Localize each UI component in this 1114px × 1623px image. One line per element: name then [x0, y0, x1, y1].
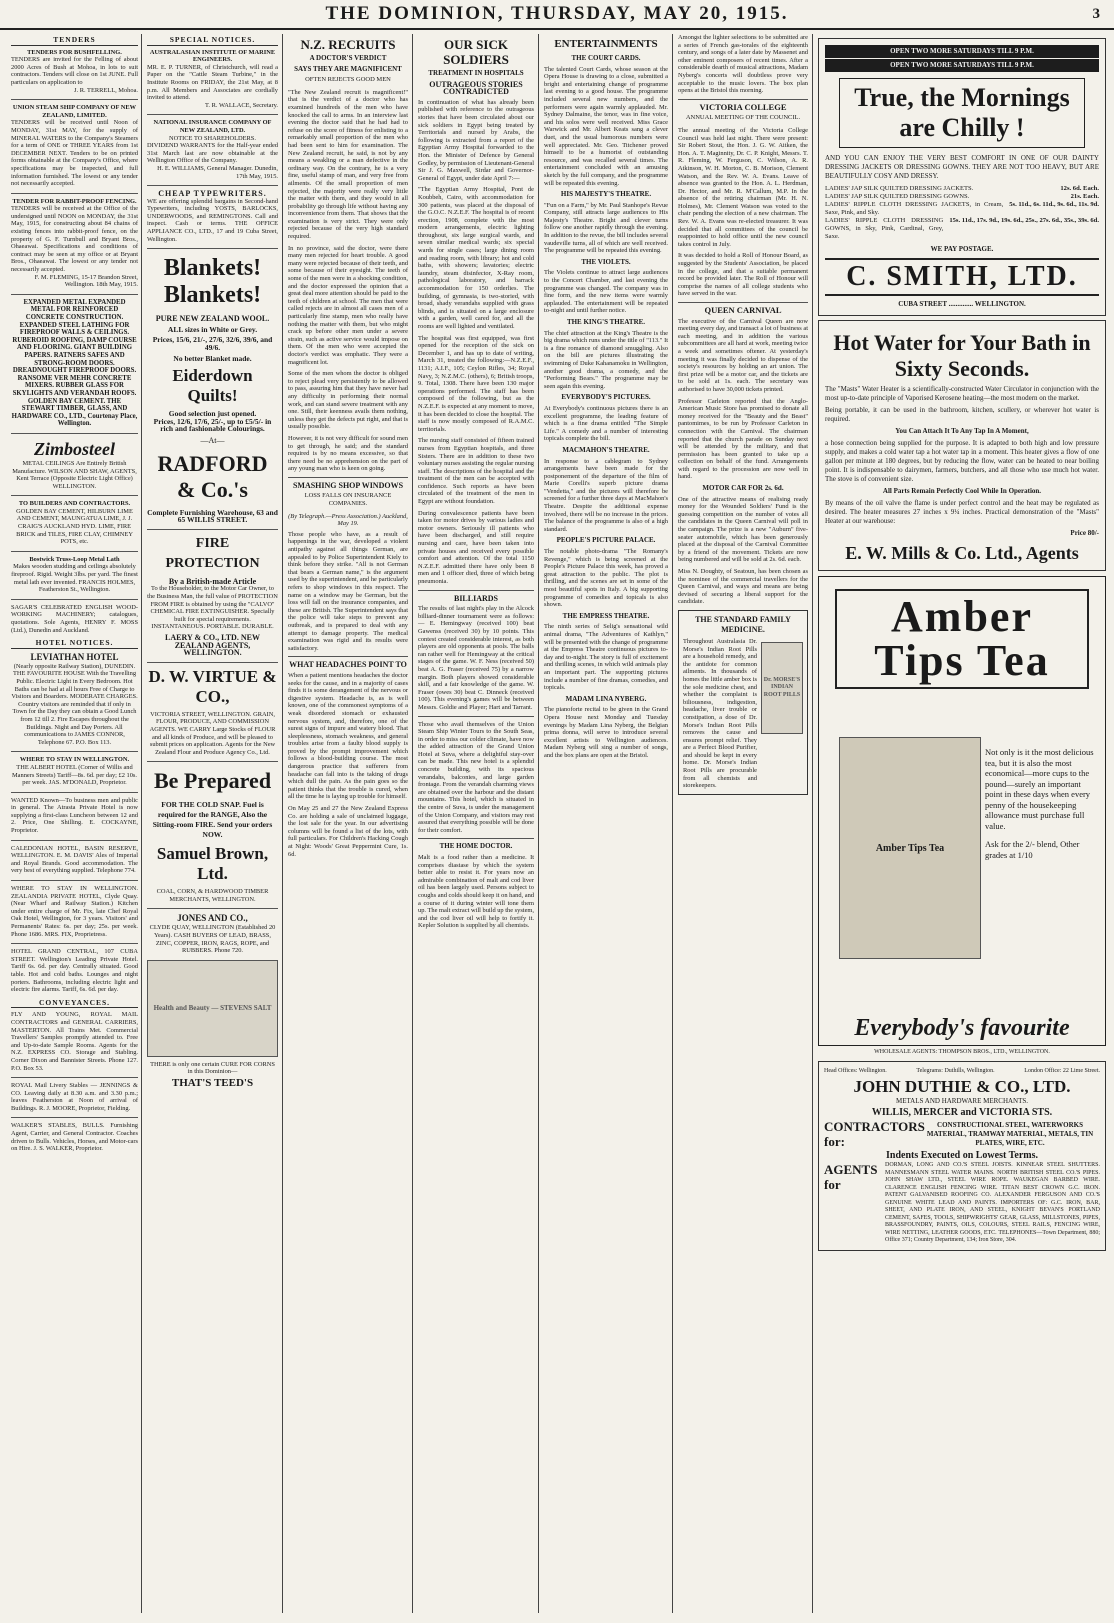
conveyance-notice: FLY AND YOUNG, ROYAL MAIL CONTRACTORS and GENERAL CARRIERS, MASTERTON. All Trains Met. Commercial Travellers' Samples promptly attended to. Free and Up-to-date Sample Rooms. Agents for the N.Z. EXPRESS CO. Storage and Stabling. Corner Dixon and Bannister Streets. Phone 127. P.O. Box 53.: [11, 1011, 138, 1072]
ad-headline: D. W. VIRTUE & CO.,: [148, 666, 277, 706]
article-subheadline: ANNUAL MEETING OF THE COUNCIL.: [685, 114, 801, 122]
article-subheadline: OUTRAGEOUS STORIES CONTRADICTED: [429, 79, 523, 97]
teeds-ad: [147, 1061, 278, 1090]
ad-prices: Prices, 15/6, 21/-, 27/6, 32/6, 39/6, and 49/6.: [152, 335, 273, 353]
metal-lath-ad: [11, 556, 138, 594]
column-nz-recruits: [285, 34, 411, 1613]
morse-pills-ad: [678, 610, 808, 795]
ad-headline: JOHN DUTHIE & CO., LTD.: [853, 1077, 1071, 1096]
notice-title: AUSTRALASIAN INSTITUTE OF MARINE ENGINEERS.: [149, 48, 276, 64]
article-paragraph: The pianoforte recital to be given in the Grand Opera House next Monday and Tuesday evenings by Madam Lina Nyberg, the Belgian prima donna, will serve to introduce several excellent artists to Wellington audiences. Madam Nyberg will sing a number of songs, and the box plans are open at the Bristol.: [544, 706, 668, 759]
article-paragraph: During convalescence patients have been taken for motor drives by various ladies and motor owners. Seriously ill patients who have been discharged, and still require nursing and care, have been taken into private houses and received every possible comfort and attention. Of the total 1150 N.Z.E.F. admitted there have only been 8 men and 1 officer died, three of which being pneumonia.: [418, 509, 534, 585]
ad-price: Price 80/-: [1070, 529, 1099, 537]
item-price: 21s. Each.: [1070, 193, 1099, 200]
divider: [418, 838, 534, 839]
newspaper-title: THE DOMINION, THURSDAY, MAY 20, 1915.: [325, 3, 789, 24]
article-paragraph: Professor Carleton reported that the Anglo-American Music Store has promised to donate all money received for the "Beauty and the Beast" pantomimes, to be run by Professor Carleton in connection with the Carnival. The chairman reported that the church parade on Sunday next will be attended by the military, and that permission has been granted to take up a collection on behalf of the fund. Arrangements with regard to the procession are now well in hand.: [678, 397, 808, 481]
ad-line: You Can Attach It To Any Tap In A Moment,: [895, 427, 1029, 435]
article-subheadline: OFTEN REJECTS GOOD MEN: [305, 76, 391, 84]
hotel-name: LEVIATHAN HOTEL: [30, 651, 119, 662]
water-heater-ad: [818, 320, 1106, 571]
notice-body: MR. E. P. TURNER, of Christchurch, will read a Paper on the "Cattle Steam Turbine," in the Institute Rooms on FRIDAY, the 21st May, at 8 p.m. All Members and Associates are cordially invited to attend.: [147, 63, 278, 102]
article-paragraph: Those who avail themselves of the Union Steam Ship Winter Tours to the South Seas, in order to miss our colder climate, have now the added attraction of the Grand Union Hotel at Suva, where a delightful stay-over can be made. This new hotel is a splendid concrete building, with its spacious verandahs, balconies, and large garden frontage. From the verandah charming views are obtained over the harbour and the distant mountains. This hotel, which is situated in the centre of Suva, is under the management of the Union Company, and visitors may rest assured that everything possible will be done for their comfort.: [418, 720, 534, 834]
column-rule: [672, 34, 673, 1613]
article-headline: MADAM LINA NYBERG.: [565, 694, 647, 703]
divider: [11, 193, 138, 194]
smith-ad: [818, 38, 1106, 316]
machinery-ad: SAGAR'S CELEBRATED ENGLISH WOOD-WORKING MACHINERY; catalogues, quotations. Sole Agents, HENRY F. MOSS (Ltd.), Dunedin and Auckland.: [11, 603, 138, 634]
article-paragraph: In no province, said the doctor, were there many men rejected for heart trouble. A good many were rejected because of their teeth, and some because of their eyesight. The teeth of some of the men were in a shocking condition, and the doctor expressed the opinion that a great deal more attention should be paid to the teeth of children at school. The men that were called rejects are in almost all cases men of a particularly fine stamp, men who really have nothing the matter with them, but who might crack up before other men under a severe strain, such as active service would impose on them. Of the men who were accepted the doctor's verdict was emphatic. They were a magnificent lot.: [288, 244, 408, 366]
article-paragraph: "The Egyptian Army Hospital, Pont de Koubbeh, Cairo, with accommodation for 300 patients, was placed at the disposal of the G.O.C. N.Z.E.F. The hospital is of recent erection, 1908, complete with the most modern arrangements, electric lighting throughout, six large surgical wards, and seven similar medical wards; six special wards for single cases; large dining room and reading room, with library; hot and cold baths, with showers; lavatories; electric laundry, steam disinfector, X-Ray room, pathological laboratory, and barrack accommodation for 150 orderlies. The building, of gymnasia, is two-storied, with broad, shady verandahs supplied with grass blinds, and is situated on a large enclosure with a garden, well cared for, and all the rooms are well lighted and ventilated.: [418, 186, 534, 330]
ad-headline: Be Prepared: [153, 768, 272, 794]
article-headline: THE VIOLETS.: [581, 257, 631, 266]
ad-body: AND YOU CAN ENJOY THE VERY BEST COMFORT IN ONE OF OUR DAINTY DRESSING JACKETS OR DRESSING GOWNS. THEY ARE NOT TOO HEAVY, BUT ARE BEAUTIFULLY COSY AND DRESSY.: [825, 154, 1099, 180]
ad-headline: FIRE PROTECTION: [165, 535, 260, 571]
ad-body: GOLDEN BAY CEMENT, HILBURN LIME AND CEMENT, MAUNGATUA LIME, J. J. CRAIG'S AUCKLAND HYD. LIME, FIRE BRICK and TILES, FIRE CLAY, CHIMNEY POTS, etc.: [16, 507, 133, 546]
section-heading-tenders: TENDERS: [11, 36, 138, 46]
dressing-items-list: [825, 185, 1099, 241]
notice-body: DIVIDEND WARRANTS for the Half-year ended 31st March last are now obtainable at the Wellington Office of the Company.: [147, 142, 278, 165]
article-paragraph: At Everybody's continuous pictures there is an excellent programme, the leading feature of which is a fine drama entitled "The Simple Life." A comedy and a number of interesting topicals complete the bill.: [544, 404, 668, 443]
article-headline: THE HOME DOCTOR.: [439, 842, 513, 851]
ad-line: WE PAY POSTAGE.: [930, 245, 994, 253]
ad-copy: Not only is it the most delicious tea, but it is also the most economical—more cups to the pound—surely an important point in these days when every penny of the housekeeping allowance must purchase full value.: [985, 747, 1094, 831]
column-display-ads: [815, 34, 1109, 1613]
article-subheadline: LOSS FALLS ON INSURANCE COMPANIES.: [304, 492, 392, 508]
ad-body: FOR THE COLD SNAP. Fuel is required for the RANGE, Also the Sitting-room FIRE. Send your orders NOW.: [152, 800, 273, 840]
ad-body: To the Householder, to the Motor Car Owner, to the Business Man, the full value of PROTECTION FROM FIRE is obtained by using the "CALVO" CHEMICAL FIRE EXTINGUISHER. Specially built for special requirements. INSTANTANEOUS. PORTABLE. DURABLE.: [147, 585, 278, 631]
ad-line: CONTRACTORS for:: [824, 1119, 925, 1149]
article-headline: THE COURT CARDS.: [571, 54, 641, 62]
ad-headline: Blankets! Blankets!: [163, 255, 262, 309]
ad-headline: THE STANDARD FAMILY MEDICINE.: [695, 614, 791, 634]
item-price: 15s. 11d., 17s. 9d., 19s. 6d., 25s., 27s. 6d., 35s., 39s. 6d.: [949, 217, 1099, 224]
article-subheadline: SAYS THEY ARE MAGNIFICENT: [294, 64, 402, 73]
notice-title: TENDERS FOR BUSHFELLING.: [27, 48, 122, 56]
ad-line: LAERY & CO., LTD. NEW ZEALAND AGENTS, WELLINGTON.: [165, 632, 260, 658]
article-paragraph: Those people who have, as a result of happenings in the war, developed a violent antipathy against all things German, are appealed to by Police Superintendent Kiely to think before they strike. "All is not German that bears a German name," is the argument used by the superintendent, and he particularly refers to shop windows in this respect. The name on a window may be German, but the loss will fall on the insurance companies, and these are British. The Superintendent says that the police will take steps to prevent any outbreak, and is prepared to deal with any attempt to damage property. The medical examination was rigid and its results were satisfactory.: [288, 530, 408, 652]
divider: [418, 590, 534, 591]
packet-label: Amber Tips Tea: [875, 842, 945, 854]
ad-body: CLYDE QUAY, WELLINGTON (Established 20 Years). CASH BUYERS OF LEAD, BRASS, ZINC, COPPER, IRON, RAGS, ROPE, and RUBBERS. Phone 720.: [149, 924, 276, 955]
virtue-ad: [147, 667, 278, 757]
london-office: London Office: 22 Lime Street.: [1024, 1068, 1100, 1074]
divider: [11, 294, 138, 295]
pill-box-illustration: Dr. MORSE'S INDIAN ROOT PILLS: [761, 642, 803, 734]
article-subheadline: TREATMENT IN HOSPITALS: [428, 69, 524, 77]
divider: [678, 99, 808, 100]
telegrams: Telegrams: Duthills, Wellington.: [916, 1068, 995, 1074]
ad-body: Makes wooden studding and ceilings absolutely fireproof. Rigid. Weight 3lbs. per yard. The finest metal lath ever invented. FRANCIS HOLMES, Featherston St., Wellington.: [11, 563, 138, 594]
ad-body: DORMAN, LONG AND CO.'S STEEL JOISTS. KINNEAR STEEL SHUTTERS. MANNESMANN STEEL WATER MAINS. NORTH BRITISH STEEL CO.'S PIPES. JOHN SHAW LTD., STEEL WIRE ROPE. WAUKEGAN BARBED WIRE. CLARENCE ENGLISH FENCING WIRE. TITAN BEST CROWN G.C. IRON. PATENT GALVANISED ROOFING CO. ALEXANDER FERGUSON AND CO.'S GENUINE WHITE LEAD AND PAINTS. IMPORTERS OF: G.C. IRON, BAR, SHEET, AND PLATE IRON, AND STEEL, KNIGHT BEVAN'S PORTLAND CEMENT, SAFES, TOOLS, SHIPWRIGHTS' GEAR, GLASS, MILLSTONES, PIPES, BRASSFOUNDRY, PAINTS, OILS, COLOURS, STEEL RAILS, FENCING WIRE, WIRE NETTING, LEATHER GOODS, ETC. TELEPHONES—Town Department, 880; Office 371; Country Department, 134; Iron Store, 304.: [885, 1162, 1100, 1243]
column-college-carnival: [675, 34, 811, 1613]
ad-prices: Prices, 12/6, 17/6, 25/-, up to £5/5/- in rich and fashionable Colourings.: [153, 416, 272, 434]
hotel-notice: WANTED Known—To business men and public in general. The Atrasta Private Hotel is now supplying a first-class Luncheon between 12 and 2. Price, One Shilling. E. COCKAYNE, Proprietor.: [11, 796, 138, 835]
divider: [11, 943, 138, 944]
ad-body: By means of the oil valve the flame is under perfect control and the heat may be regulated as desired. The heater measures 27 inches x 9¼ inches. Practical demonstration of the "Masts" Heater at our warehouse:: [825, 499, 1099, 525]
column-entertainments: [541, 34, 671, 1613]
article-paragraph: The hospital was first equipped, was first opened for the reception of the sick on December 1, and has up to date of writing, March 31, treated the following:—N.Z.E.F., 1131; A.I.F., 105; Ceylon Rifles, 34; Royal Navy, 3; N.Z.M.C. (others), 6; British troops, 9. Total, 1308. There have been 130 major operations performed. The staff has been composed of the following, but as the N.Z.E.F. is expected at any moment to move, it has been decided to close the hospital. The staff is now mostly composed of R.A.M.C. territorials.: [418, 334, 534, 433]
divider: [147, 248, 278, 249]
divider: [147, 114, 278, 115]
ad-subheadline: METALS AND HARDWARE MERCHANTS.: [895, 1097, 1029, 1105]
hotel-notice: CALEDONIAN HOTEL, BASIN RESERVE, WELLINGTON. E. M. DAVIS' Ales of Imperial and Royal Brands. Good accommodation. The very best of everything supplied. Telephone 774.: [11, 844, 138, 875]
column-special-notices: [144, 34, 281, 1613]
section-heading-conveyances: CONVEYANCES.: [11, 999, 138, 1009]
notice-signature: J. R. TERRELL, Mohoa.: [74, 86, 138, 94]
ad-subheadline: PURE NEW ZEALAND WOOL.: [155, 314, 270, 324]
divider: [147, 908, 278, 909]
notice-subtitle: NOTICE TO SHAREHOLDERS.: [169, 134, 256, 142]
ad-line: Ask for the 2/- blend, Other grades at 1/10: [985, 839, 1080, 860]
coal-ad: [147, 768, 278, 903]
typewriter-ad: [147, 190, 278, 243]
hotel-notice: HOTEL GRAND CENTRAL, 107 CUBA STREET. Wellington's Leading Private Hotel. Tariff 6s. 6d. per day. Centrally situated. Good table. Hot and cold baths. Lounges and night porters. Bathrooms, including electric light and electric fire alarms. Tariff, 6s. 6d. per day.: [11, 948, 138, 994]
article-headline: HIS MAJESTY'S THEATRE.: [560, 190, 652, 199]
ad-line: All Parts Remain Perfectly Cool While In Operation.: [882, 487, 1042, 495]
tea-packet-illustration: [839, 737, 981, 959]
article-paragraph: The nursing staff consisted of fifteen trained nurses from Egyptian hospitals, and three Sisters. There are in addition to these two voluntary nurses assisting the regular nursing staff. The descriptions of the hospital and the treatment of the men can be accepted with confidence. Such reports as have been circulated of the treatment of the men in Egypt are without foundation.: [418, 437, 534, 506]
divider: [11, 751, 138, 752]
ad-headline: True, the Mornings are Chilly !: [839, 78, 1085, 148]
article-headline: EVERYBODY'S PICTURES.: [561, 393, 651, 402]
divider: [11, 495, 138, 496]
divider: [288, 477, 408, 478]
article-paragraph: Miss N. Doughty, of Seatoun, has been chosen as the nominee of the commercial travellers for the Queen Carnival, and ways and means are being devised of securing a liberal support for the candidate.: [678, 568, 808, 606]
article-paragraph: One of the attractive means of realising ready money for the Wounded Soldiers' Fund is the guessing competition on the number of votes all the candidates in the Queen Carnival will poll in the campaign. The prize is a new "Auburn" five-seater automobile, which has been generously placed at the disposal of the Carnival Committee by a friend of the movement. Tickets are now being numbered and will be sold at 2s. 6d. each.: [678, 495, 808, 564]
article-headline: WHAT HEADACHES POINT TO: [289, 660, 407, 670]
article-subheadline: A DOCTOR'S VERDICT: [309, 54, 387, 62]
page-number: 3: [1092, 5, 1100, 22]
divider: [11, 433, 138, 434]
article-headline: THE KING'S THEATRE.: [566, 318, 646, 326]
stevens-salt-illustration: Health and Beauty — STEVENS SALT: [147, 960, 278, 1057]
notice-signature: F. M. FLEMING, 15-17 Brandon Street, Wellington. 18th May, 1915.: [34, 273, 138, 289]
price-row: [825, 201, 1099, 217]
amber-tips-ad: [818, 576, 1106, 1046]
price-row: [825, 185, 1099, 193]
ad-line: WILLIS, MERCER and VICTORIA STS.: [871, 1107, 1053, 1118]
column-classifieds: [8, 34, 141, 1613]
ad-body: COAL, CORN, & HARDWOOD TIMBER MERCHANTS, WELLINGTON.: [156, 888, 269, 903]
article-paragraph: The annual meeting of the Victoria College Council was held last night. There were present: Sir Robert Stout, the Hon. J. G. W. Aitken, the Hon. A. T. Maginnity, Dr. C. P. Knight, Messrs. T. R. Fleming, W. Ferguson, C. Wilson, A. R. Atkinson, W. H. Morton, C. B. Morison, Clement Watson, and the Rev. W. A. Evans. Leave of absence was granted to the Hon. A. L. Herdman, Dr. Hector, and Mr. R. M'Callum, M.P. In the absence of the retiring chairman (Mr. H. N. Holmes), Mr. Clement Watson was voted to the chair pending the election of a new chairman. The Rev. W. A. Evans was re-elected treasurer. It was decided that all committees of the council be reappointed to hold office until the new council takes control in July.: [678, 126, 808, 248]
ad-line: No better Blanket made.: [173, 353, 252, 363]
notice-title: TENDER FOR RABBIT-PROOF FENCING.: [12, 197, 137, 205]
ad-headline: RADFORD & Co.'s: [157, 450, 268, 502]
notice-signature: T. R. WALLACE, Secretary.: [205, 101, 278, 109]
blankets-ad: [147, 255, 278, 524]
divider: [147, 529, 278, 530]
ad-body: VICTORIA STREET, WELLINGTON. GRAIN, FLOUR, PRODUCE, AND COMMISSION AGENTS. WE CARRY Large Stocks of FLOUR and all kinds of Produce, and will be pleased to submit prices on application. Agents for the New Zealand Flour and Produce Agency Co., Ltd.: [149, 710, 276, 756]
section-heading-special: SPECIAL NOTICES.: [147, 36, 278, 46]
divider: [147, 761, 278, 762]
ad-headline: JONES AND CO.,: [177, 913, 248, 924]
item-name: LADIES' RIPPLE CLOTH DRESSING GOWNS, in Sky, Pink, Cardinal, Grey, Saxe.: [825, 217, 944, 240]
ad-title: TO BUILDERS AND CONTRACTORS.: [18, 500, 131, 508]
divider: [11, 99, 138, 100]
divider: [11, 1117, 138, 1118]
article-headline: SMASHING SHOP WINDOWS: [292, 480, 404, 490]
item-price: 12s. 6d. Each.: [1060, 185, 1099, 192]
price-row: [825, 193, 1099, 201]
ad-headline: Samuel Brown, Ltd.: [156, 844, 269, 884]
item-name: LADIES' JAP SILK QUILTED DRESSING GOWNS.: [825, 193, 970, 200]
article-headline: QUEEN CARNIVAL: [704, 305, 782, 315]
article-headline: MACMAHON'S THEATRE.: [562, 445, 650, 454]
article-paragraph: "Fun on a Farm," by Mr. Paul Stanhope's Revue Company, still attracts large audiences to His Majesty's Theatre. Bright and clever turns follow one another rapidly through the evening. In addition to the revue, the bill includes several vaudeville turns, all of which are well received. The programme will be repeated this evening.: [544, 201, 668, 255]
ad-line: Good selection just opened.: [168, 409, 257, 419]
article-paragraph: On May 25 and 27 the New Zealand Express Co. are holding a sale of unclaimed luggage, the lost sale for the year. In our advertising columns will be found a list of the lots, with full particulars. For Children's Hacking Cough at Night: Woods' Great Peppermint Cure, 1s. 6d.: [288, 805, 408, 858]
divider: [11, 599, 138, 600]
zimbosteel-logo: Zimbosteel: [34, 438, 115, 459]
ad-line: ALL sizes in White or Grey.: [167, 324, 258, 334]
column-rule: [538, 34, 539, 1613]
divider: [147, 185, 278, 186]
tender-notice: [11, 198, 138, 289]
divider: [678, 302, 808, 303]
ad-header-row: [824, 1067, 1100, 1076]
hotel-name: WHERE TO STAY IN WELLINGTON.: [19, 756, 130, 764]
article-paragraph: In response to a cablegram to Sydney arrangements have been made for the postponement of the departure of the film of Marie Corelli's superb picture drama "Vendetta," and the pictures will therefore be screened for a further three days at MacMahon's Theatre. Despite the additional expense involved, there will be no increase in the prices. The balance of the programme is also of a high standard.: [544, 457, 668, 533]
hotel-notice: [11, 756, 138, 786]
article-paragraph: Malt is a food rather than a medicine. It comprises diastase by which the system better able to resist it. For years now an admirable combination of malt and cod liver oil has been largely used. Persons subject to coughs and colds should keep it on hand, and a course of it during winter will tone them up. The malt extract will build up the system, and the cod liver oil will help to fortify it. Kepler Solution is supplied by all chemists.: [418, 854, 534, 930]
ad-line: —At—: [200, 436, 225, 445]
conveyance-notice: ROYAL Mail Livery Stables — JENNINGS & CO. Leaving daily at 8.30 a.m. and 3.30 p.m.; leaves Featherston at Noon of arrival of Buildings. R. J. MOORE, Proprietor, Fielding.: [11, 1082, 138, 1112]
article-paragraph: The ninth series of Selig's sensational wild animal drama, "The Adventures of Kathlyn," will be presented with the change of programme at the Empress Theatre continuous pictures to-day and to-night. The story is full of excitement and thrilling scenes, in which wild animals play an important part. The supporting pictures include a number of fine dramas, comedies, and topicals.: [544, 623, 668, 692]
ad-body: a hose connection being supplied for the purpose. It is adapted to both high and low pressure supply, and makes a cold water tap a hot water tap in a moment. This heater gives a flow of one gallon per minute at 180 degrees, but by reducing the flow, water can be heated to near boiling point. It is indispensable to dairymen, farmers, butchers, and all those who use much hot water. The stove is of convenient size.: [825, 439, 1099, 483]
notice-body: TENDERS will be received at the Office of the undersigned until NOON on MONDAY, the 31st May, 1915, for constructing about 84 chains of existing fences into rabbit-proof fence, on the property of G. F. Turnbull and Bryant Bros., Ohaeawai. Specifications and conditions of contract may be seen at my office or at Bryant Bros., Ohaeawai. The lowest or any tender not necessarily accepted.: [11, 205, 138, 274]
article-headline: VICTORIA COLLEGE: [699, 101, 787, 112]
article-headline: BILLIARDS: [453, 593, 498, 603]
tender-notice: [11, 49, 138, 95]
article-paragraph: The Violets continue to attract large audiences to the Concert Chamber, and last evening the programme was changed. The company was in fine form, and the new items were warmly applauded. The entertainment will be repeated to-night and until further notice.: [544, 269, 668, 315]
masthead: [0, 0, 1114, 30]
article-headline: MOTOR CAR FOR 2s. 6d.: [702, 484, 784, 493]
ad-title: Bostwick Truss-Loop Metal Lath: [29, 555, 120, 563]
article-paragraph: The talented Court Cards, whose season at the Opera House is drawing to a close, submitted a bright and entertaining change of programme last evening to a good house. The programme included several new numbers, and the performers were again warmly applauded. Mr. Sydney Dalmaine, the tenor, was in fine voice, and his solos were well received. Miss Grace Warwick and Mr. Albert Keats sang a clever duet, and the usual humorous numbers were well appreciated. Mr. Geo. Titchener proved himself to be a humorist of outstanding resource, and was recalled several times. The entertainment concluded with an amusing sketch by the full company, and the programme will be repeated this evening.: [544, 65, 668, 187]
section-headline: ENTERTAINMENTS: [554, 38, 658, 50]
expanded-metal-ad: EXPANDED METAL EXPANDED METAL FOR REINFORCED CONCRETE CONSTRUCTION. EXPANDED STEEL LATHING FOR FIREPROOF WALLS & CEILINGS. RUBEROID ROOFING, DAMP COURSE AND FLOORING. GIANT BUILDING PAPERS. RATNERS SAFES AND STRONG-ROOM DOORS. DREADNOUGHT FIREPROOF DOORS. RANSOME VER MEHR CONCRETE MIXERS. RUBBER GLASS FOR SKYLIGHTS AND VERANDAH ROOFS. GOLDEN BAY CEMENT. THE STEWART TIMBER, GLASS, AND HARDWARE CO., LTD., Courtenay Place, Wellington.: [11, 298, 138, 428]
article-headline: N.Z. RECRUITS: [300, 37, 396, 52]
ad-subheadline: By a British-made Article: [168, 576, 257, 586]
article-paragraph: The chief attraction at the King's Theatre is the big drama which runs under the title of "113." It is a fine romance of diamond smuggling. Also on the bill are pictures illustrating the swimming of Duke Kahanamoku in Wellington, another good drama, a comedy, and the "Performing Bears." The programme may be seen again this evening.: [544, 329, 668, 390]
fire-protection-ad: [147, 534, 278, 657]
price-row: [825, 217, 1099, 241]
article-paragraph: The executive of the Carnival Queen are now meeting every day, and transact a lot of business at each meeting, and in addition the various subcommittees are all hard at work, meeting twice a week and sometimes oftener. At yesterday's meeting it was finally decided to dispense of the society's resources by holding an art union. The first prize will be a motor car, and the tickets are to be sold at 1s. each. The secretary was authorised to have 30,000 tickets printed.: [678, 317, 808, 393]
article-paragraph: However, it is not very difficult for sound men to get through, he said; and the standard required is by no means excessive, so that there need be no apprehension on the part of any young man who is keen on going.: [288, 434, 408, 473]
ad-line: AGENTS for: [824, 1162, 878, 1192]
article-headline: OUR SICK SOLDIERS: [443, 37, 509, 67]
divider: [147, 662, 278, 663]
jones-ad: [147, 913, 278, 954]
divider: [11, 880, 138, 881]
ad-line: Indents Executed on Lowest Terms.: [886, 1150, 1038, 1161]
builders-ad: [11, 500, 138, 546]
ad-address: CUBA STREET .............. WELLINGTON.: [898, 300, 1026, 308]
article-paragraph: When a patient mentions headaches the doctor seeks for the cause, and in a majority of cases finds it is some derangement of the nervous or digestive system. Headache is, as is well known, one of the commonest symptoms of a weak disordered stomach or exhausted nervous system, and, therefore, one of the surest signs of impure and watery blood. That sleeplessness, stomach weakness, and general troubles arise from a faulty blood supply is proved by the prompt improvement which follows a blood-building course. The most dangerous practice that sufferers from headache can fall into is the taking of drugs which dull the pain. As the pain goes so the patient thinks that the trouble is cured, when all the time he is laying up trouble for himself.: [288, 671, 408, 801]
ad-headline: E. W. Mills & Co. Ltd., Agents: [845, 543, 1079, 563]
ad-headline: Eiderdown Quilts!: [172, 366, 253, 406]
special-notice: [147, 119, 278, 180]
hotel-notice: [11, 652, 138, 747]
ad-headline: C. SMITH, LTD.: [825, 258, 1099, 296]
column-rule: [141, 34, 142, 1613]
divider: [11, 792, 138, 793]
article-dateline: (By Telegraph.—Press Association.) Auckland, May 19.: [288, 512, 408, 528]
ad-banner: OPEN TWO MORE SATURDAYS TILL 9 P.M.: [825, 59, 1099, 72]
item-name: LADIES' RIPPLE CLOTH DRESSING JACKETS, in Cream, Saxe, Pink, and Sky.: [825, 201, 1004, 216]
special-notice: [147, 49, 278, 110]
hotel-body: (Nearly opposite Railway Station), DUNEDIN. THE FAVOURITE HOUSE With the Travelling Public. Electric Light in Every Bedroom. Hot Baths can be had at all hours Free of Charge to Visitors and Boarders. MODERATE CHARGES. Country visitors are reminded that if only in Town for the Day they can obtain a Good Lunch from 12 till 2. Fire Escapes throughout the Buildings. Night and Day Porters. All communications to JAMES CONNOR, Telephone 67. P.O. Box 113.: [11, 662, 138, 746]
ad-body: The "Masts" Water Heater is a scientifically-constructed Water Circulator in conjunction with the most up-to-date principle of Vaporised Kerosene heating—the most modern on the market.: [825, 385, 1099, 402]
ad-body: [985, 747, 1095, 860]
ad-headline: Hot Water for Your Bath in Sixty Seconds.: [833, 330, 1091, 381]
article-headline: THE EMPRESS THEATRE.: [562, 611, 650, 620]
notice-title: NATIONAL INSURANCE COMPANY OF NEW ZEALAND, LTD.: [153, 119, 272, 134]
ad-line: CONSTRUCTIONAL STEEL, WATERWORKS MATERIAL, TRAMWAY MATERIAL, METALS, TIN PLATES, WIRE, ETC.: [926, 1120, 1094, 1147]
article-paragraph: Some of the men whom the doctor is obliged to reject plead very persistently to be allowed to pass, assuring him that they have never had any difficulty in performing their normal work, and can stand severe treatment with any one. Still, their keenness avails them nothing, unless they get the defects put right, and that is usually possible.: [288, 370, 408, 431]
divider: [11, 551, 138, 552]
ad-agents: WHOLESALE AGENTS: THOMPSON BROS., LTD., WELLINGTON.: [874, 1049, 1050, 1055]
notice-signature: H. E. WILLIAMS, General Manager. Dunedin, 17th May, 1915.: [157, 164, 278, 180]
section-heading-hotels: HOTEL NOTICES.: [11, 639, 138, 649]
head-office: Head Offices: Wellington.: [824, 1068, 887, 1074]
ad-body: WE are offering splendid bargains in Second-hand Typewriters, including YOSTS, BARLOCKS, UNDERWOODS, and REMINGTONS. Call and inspect. Cash or terms. THE OFFICE APPLIANCE CO., LTD., 17 and 19 Cuba Street, Wellington.: [147, 197, 278, 243]
divider: [418, 716, 534, 717]
conveyance-notice: WALKER'S STABLES, BULLS. Furnishing Agent, Carrier, and General Contractor. Coaches driven to Bulls. Vehicles, Horses, and Motor-cars on Hire. J. S. WALKER, Proprietor.: [11, 1122, 138, 1153]
article-paragraph: "The New Zealand recruit is magnificent!" that is the verdict of a doctor who has examined hundreds of the men who have knocked the call to arms. In an interview last evening the doctor said that he had had to refuse on the score of fitness for enlisting to a remarkably small proportion of the men who had been sent to him for examination. The New Zealand recruit, he said, is not by any means a weakling or a man defective in the ordinary way. On the contrary, he is a very fine, useful stamp of man, and very free from ailments. Of the small proportion of men rejected, the majority were really very little the matter with them, and they would in all probability go through life without having any inconvenience from them. That shows that the examination is very strict. They were only rejected because of the very high standard required.: [288, 88, 408, 241]
divider: [288, 656, 408, 657]
article-paragraph: Amongst the lighter selections to be submitted are a series of French gas-torales of the eighteenth century, and songs of a later date by Massenet and other eminent composers of recent times. After a considerable dearth of musical attractions, Madam Nyberg's concerts will doubtless prove very acceptable to the music lovers. The box plan opens at the Bristol this morning.: [678, 34, 808, 95]
article-paragraph: In continuation of what has already been published with reference to the outrageous stories that have been circulated about our sick soldiers in Egypt being treated by Territorials and nursed by Arabs, the following is extracted from a report of the Egyptian Army Hospital forwarded to the Hon. the Minister of Defence by General Godley, by permission of Lieutenant-General Sir J. G. Maxwell, Sirdar and Governor-General of Egypt, under date April 7:—: [418, 98, 534, 182]
divider: [11, 840, 138, 841]
hotel-body: THE ALBERT HOTEL (Corner of Willis and Manners Streets) Tariff—8s. 6d. per day; £2 10s. per week. JAS. M'DONALD, Proprietor.: [12, 763, 137, 787]
ad-headline: Amber Tips Tea: [835, 589, 1089, 689]
ad-banner: OPEN TWO MORE SATURDAYS TILL 9 P.M.: [825, 45, 1099, 58]
ad-body: Being portable, it can be used in the bathroom, kitchen, scullery, or wherever hot water is required.: [825, 406, 1099, 423]
tender-notice: [11, 104, 138, 188]
notice-body: TENDERS are invited for the Felling of about 2000 Acres of Bush at Mohoa, in lots to suit contractors. Tenders will close on 1st JUNE. Full particulars on application to: [11, 56, 138, 86]
article-paragraph: It was decided to hold a Roll of Honour Board, as suggested by the Students' Association, be placed in the college, and that a suitable permanent record be provided later. The Roll of Honour will comprise the names of all college students who have served in the war.: [678, 252, 808, 298]
hotel-notice: WHERE TO STAY IN WELLINGTON. ZEALANDIA PRIVATE HOTEL, Clyde Quay. (Near Wharf and Railway Station.) Kitchen under entire charge of Mr. Fix, late Chef Royal Oak Hotel, Wellington, for 3 years. Visitors' and Permanents' Rates: 6s. per day; 25s. per week. Phone 1686. MRS. FIX, Proprietress.: [11, 885, 138, 938]
column-rule: [282, 34, 283, 1613]
article-paragraph: The results of last night's play in the Alcock billiard-dinner tournament were as follows:— E. Hemingway (received 100) beat Gawenss (received 30) by 10 points. This contest created considerable interest, as both players are old opponents at pools. The balls ran rather well for Hemingway at the critical stages of the game. W. F. Ness (received 50) beat A. G. Fraser (received 75) by a narrow margin. Both players showed considerable skill, and a fair knowledge of the game. W. Fraser (owes 30) beat C. Dinneck (received 100). This evening's games will be between Messrs. Goldie and Player; Hart and Tarrant.: [418, 605, 534, 711]
notice-title: UNION STEAM SHIP COMPANY OF NEW ZEALAND, LIMITED.: [12, 104, 137, 119]
ad-title: CHEAP TYPEWRITERS.: [158, 189, 267, 199]
ad-body: THERE is only one certain CURE FOR CORNS in this Dominion—: [150, 1060, 275, 1076]
ad-body: Throughout Australasia Dr. Morse's Indian Root Pills are a household remedy, and the antidote for common ailments. In thousands of homes the little amber box is the sole medicine chest, and whether the complaint is biliousness, indigestion, headache, liver trouble or constipation, a dose of Dr. Morse's Indian Root Pills removes the cause and ensures prompt relief. They are a Perfect Blood Purifier, and should be kept in every home. Dr. Morse's Indian Root Pills are procurable from all chemists and storekeepers.: [683, 637, 758, 790]
divider: [11, 1077, 138, 1078]
item-price: 5s. 11d., 6s. 11d., 9s. 6d., 11s. 9d.: [1009, 201, 1099, 208]
column-sick-soldiers: [415, 34, 537, 1613]
article-paragraph: The notable photo-drama "The Romany's Revenge," which is being screened at the People's Picture Palace this week, has proved a great attraction to the public. The plot is thrilling, and the scenes are set in some of the most beautiful spots in Italy. A big supporting programme of comedies and topicals is also shown.: [544, 548, 668, 609]
column-rule: [412, 34, 413, 1613]
ad-headline: THAT'S TEED'S: [171, 1077, 254, 1090]
duthie-ad: [818, 1061, 1106, 1251]
metal-ceilings-ad: METAL CEILINGS Are Entirely British Manufacture. WILSON AND SHAW, AGENTS, Kent Terrace (Opposite Electric Light Office) WELLINGTON.: [12, 459, 137, 490]
notice-body: TENDERS will be received until Noon of MONDAY, 31st MAY, for the supply of MINERAL WATERS to the Company's Steamers for a term of ONE or THREE YEARS from 1st DECEMBER NEXT. Tenders to be on printed forms obtainable at the Company's Office, where specifications may be inspected, and full information furnished. The lowest or any tender not necessarily accepted.: [11, 119, 138, 188]
column-rule: [812, 34, 813, 1613]
ad-slogan: Everybody's favourite: [854, 1015, 1070, 1041]
item-name: LADIES' JAP SILK QUILTED DRESSING JACKETS.: [825, 185, 974, 192]
article-headline: PEOPLE'S PICTURE PALACE.: [556, 536, 656, 545]
ad-line: Complete Furnishing Warehouse, 63 and 65 WILLIS STREET.: [147, 507, 278, 525]
